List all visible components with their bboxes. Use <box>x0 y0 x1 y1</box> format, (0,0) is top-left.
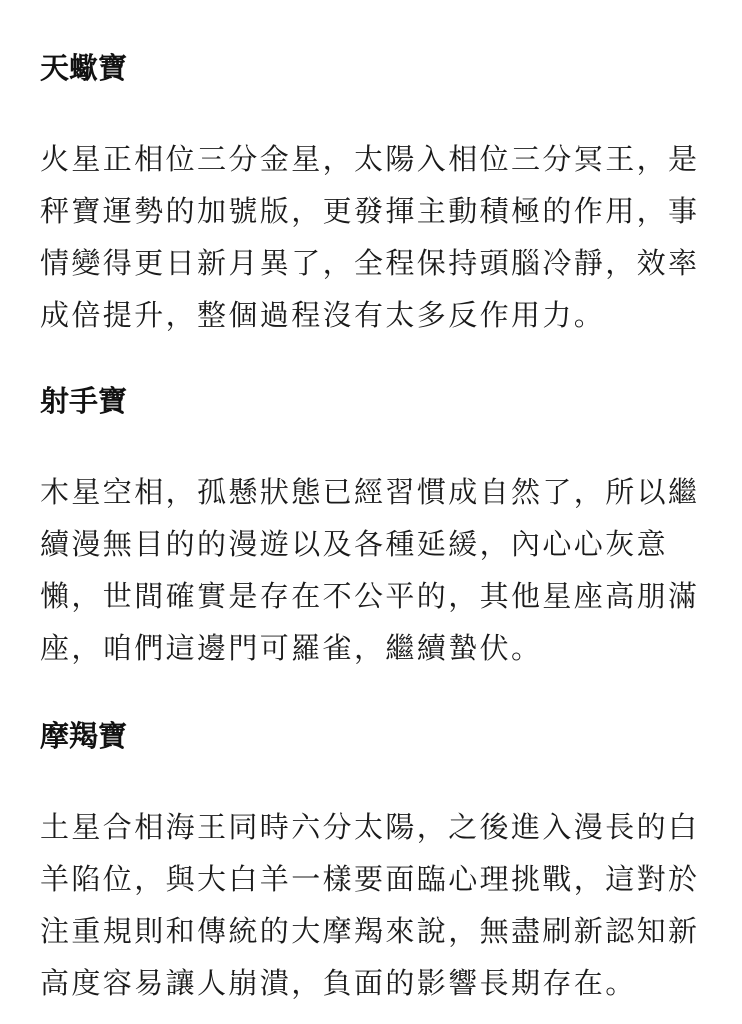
paragraph-line: 情變得更日新月異了，全程保持頭腦冷靜，效率 <box>40 246 700 280</box>
section-title-sagittarius: 射手寶 <box>40 384 128 418</box>
paragraph-line: 續漫無目的的漫遊以及各種延緩，內心心灰意 <box>40 527 669 561</box>
paragraph-line: 成倍提升，整個過程沒有太多反作用力。 <box>40 298 606 332</box>
paragraph-line: 懶，世間確實是存在不公平的，其他星座高朋滿 <box>40 579 700 613</box>
section-title-scorpio: 天蠍寶 <box>40 51 128 85</box>
paragraph-line: 高度容易讓人崩潰，負面的影響長期存在。 <box>40 966 637 1000</box>
paragraph-line: 秤寶運勢的加號版，更發揮主動積極的作用，事 <box>40 194 700 228</box>
paragraph-line: 座，咱們這邊門可羅雀，繼續蟄伏。 <box>40 631 543 665</box>
paragraph-line: 木星空相，孤懸狀態已經習慣成自然了，所以繼 <box>40 475 700 509</box>
paragraph-line: 火星正相位三分金星，太陽入相位三分冥王，是 <box>40 142 700 176</box>
paragraph-line: 羊陷位，與大白羊一樣要面臨心理挑戰，這對於 <box>40 862 700 896</box>
paragraph-line: 土星合相海王同時六分太陽，之後進入漫長的白 <box>40 810 700 844</box>
section-title-capricorn: 摩羯寶 <box>40 719 128 753</box>
section-paragraph-sagittarius <box>40 466 699 674</box>
paragraph-line: 注重規則和傳統的大摩羯來說，無盡刷新認知新 <box>40 914 700 948</box>
section-paragraph-scorpio <box>40 133 699 341</box>
section-paragraph-capricorn <box>40 801 699 1009</box>
